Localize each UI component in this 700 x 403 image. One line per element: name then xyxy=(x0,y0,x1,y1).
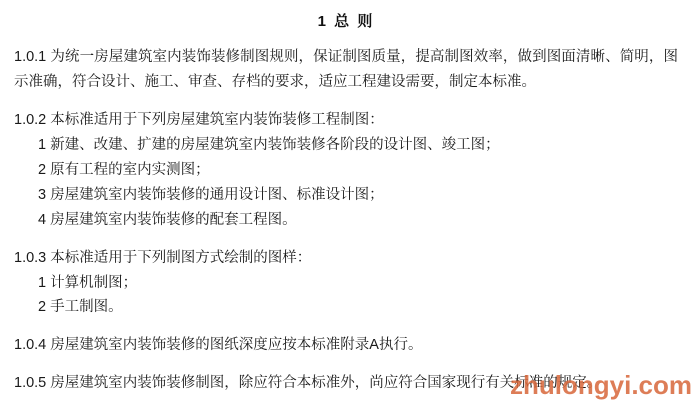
list-item: 2 原有工程的室内实测图； xyxy=(38,161,210,178)
clause-subitems xyxy=(14,271,678,321)
watermark: zhulongyi.com xyxy=(510,370,692,400)
clause-1-0-5 xyxy=(14,371,678,396)
page-title: 1 总 则 xyxy=(317,13,375,30)
clause-text: 1.0.4 房屋建筑室内装饰装修的图纸深度应按本标准附录A执行。 xyxy=(14,337,423,354)
clause-text: 1.0.3 本标准适用于下列制图方式绘制的图样： xyxy=(14,249,312,266)
list-item: 3 房屋建筑室内装饰装修的通用设计图、标准设计图； xyxy=(38,186,384,203)
clause-text: 1.0.1 为统一房屋建筑室内装饰装修制图规则，保证制图质量，提高制图效率，做到图面清晰、简明，图示准确，符合设计、施工、审查、存档的要求，适应工程建设需要，制定本标准。 xyxy=(14,49,678,90)
list-item: 4 房屋建筑室内装饰装修的配套工程图。 xyxy=(38,211,297,228)
clause-1-0-1 xyxy=(14,45,678,95)
clause-text: 1.0.2 本标准适用于下列房屋建筑室内装饰装修工程制图： xyxy=(14,111,384,128)
clause-1-0-2 xyxy=(14,108,678,233)
list-item: 1 新建、改建、扩建的房屋建筑室内装饰装修各阶段的设计图、竣工图； xyxy=(38,136,500,153)
clause-1-0-4 xyxy=(14,333,678,358)
clause-1-0-3 xyxy=(14,246,678,321)
list-item: 1 计算机制图； xyxy=(38,274,138,291)
clause-subitems xyxy=(14,133,678,233)
clause-text: 1.0.5 房屋建筑室内装饰装修制图，除应符合本标准外，尚应符合国家现行有关标准的规定。 xyxy=(14,375,602,392)
list-item: 2 手工制图。 xyxy=(38,299,123,316)
